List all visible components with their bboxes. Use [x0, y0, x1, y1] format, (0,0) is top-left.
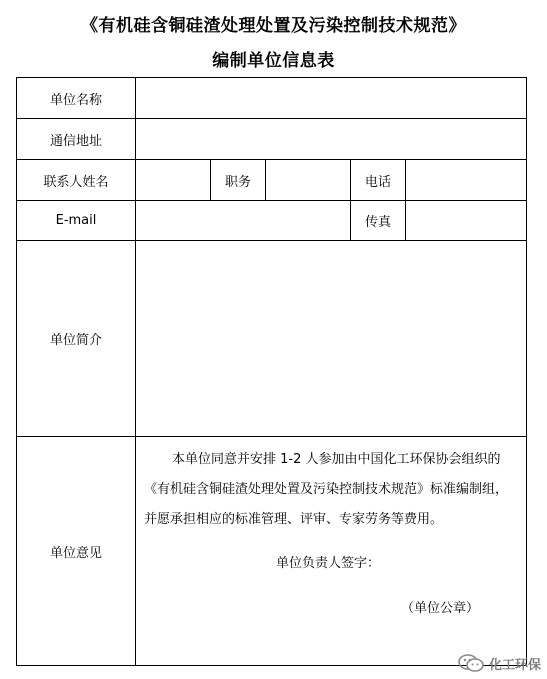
email-field[interactable] — [136, 201, 351, 241]
document-title: 《有机硅含铜硅渣处理处置及污染控制技术规范》 — [81, 16, 466, 36]
unit-name-field[interactable] — [136, 78, 527, 119]
address-field[interactable] — [136, 119, 527, 160]
email-label: E-mail — [17, 201, 136, 241]
row-opinion — [17, 437, 527, 666]
row-intro — [17, 241, 527, 437]
wechat-icon — [457, 653, 485, 673]
fax-label: 传真 — [351, 201, 406, 241]
seal-label: （单位公章） — [401, 601, 480, 616]
position-field[interactable] — [266, 160, 351, 201]
intro-label: 单位简介 — [17, 241, 136, 437]
row-contact — [17, 160, 527, 201]
address-label: 通信地址 — [17, 119, 136, 160]
unit-name-label: 单位名称 — [17, 78, 136, 119]
document-subtitle: 编制单位信息表 — [212, 51, 335, 71]
opinion-cell[interactable] — [136, 437, 527, 666]
row-unit-name — [17, 78, 527, 119]
info-form-table — [16, 77, 527, 666]
intro-field[interactable] — [136, 241, 527, 437]
opinion-label: 单位意见 — [17, 437, 136, 666]
position-label: 职务 — [211, 160, 266, 201]
contact-name-label: 联系人姓名 — [17, 160, 136, 201]
signature-label: 单位负责人签字： — [276, 556, 381, 571]
phone-field[interactable] — [406, 160, 527, 201]
opinion-content — [136, 437, 526, 665]
fax-field[interactable] — [406, 201, 527, 241]
row-address — [17, 119, 527, 160]
watermark-text: 化工环保 — [488, 657, 541, 673]
contact-name-field[interactable] — [136, 160, 211, 201]
watermark — [457, 653, 541, 673]
opinion-text: 本单位同意并安排 1-2 人参加由中国化工环保协会组织的《有机硅含铜硅渣处理处置及污染控制技术规范》标准编制组，并愿承担相应的标准管理、评审、专家劳务等费用。 — [144, 452, 509, 527]
row-email — [17, 201, 527, 241]
phone-label: 电话 — [351, 160, 406, 201]
